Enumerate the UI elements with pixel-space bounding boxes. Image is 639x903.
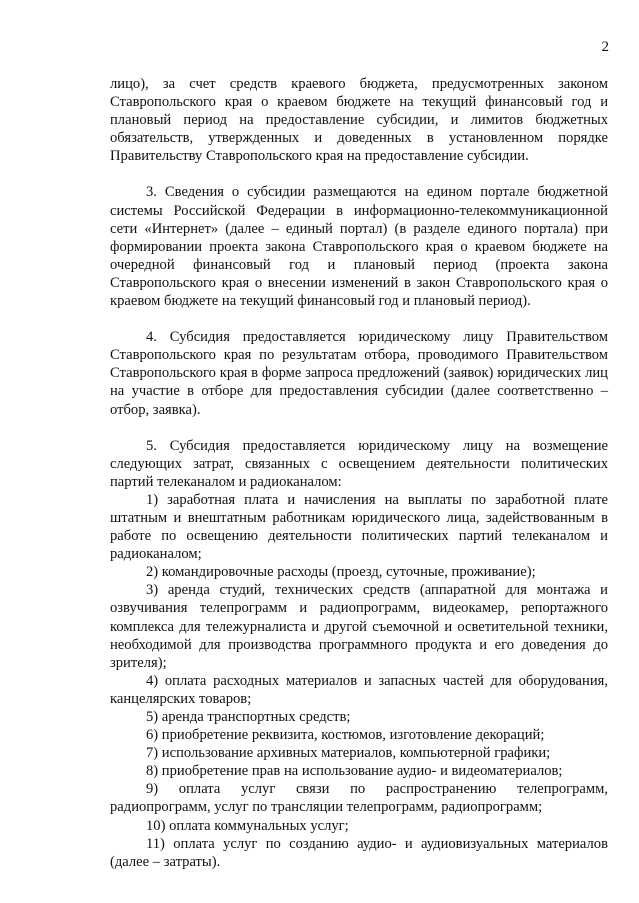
paragraph-3: 3. Сведения о субсидии размещаются на едином портале бюджетной системы Российской Федерации в информационно-телекоммуникационной сети «Интернет» (далее – единый портал) (в разделе единого портала) при формировании проекта закона Ставропольского края о краевом бюджете на очередной финансовый год и плановый период (проекта закона Ставропольского края о внесении изменений в закон Ставропольского края о краевом бюджете на текущий финансовый год и плановый период). (110, 184, 608, 310)
list-item-11: 11) оплата услуг по созданию аудио- и аудиовизуальных материалов (далее – затраты). (110, 835, 608, 870)
list-item-9: 9) оплата услуг связи по распространению телепрограмм, радиопрограмм, услуг по трансляции телепрограмм, радиопрограмм; (110, 781, 608, 816)
paragraph-gap (110, 310, 608, 328)
paragraph-5: 5. Субсидия предоставляется юридическому лицу на возмещение следующих затрат, связанных с освещением деятельности политических партий телеканалом и радиоканалом: (110, 437, 608, 490)
list-item-3: 3) аренда студий, технических средств (аппаратной для монтажа и озвучивания телепрограмм и радиопрограмм, видеокамер, репортажного комплекса для тележурналиста и другой съемочной и осветительной техники, необходимой для производства программного продукта и его доведения до зрителя); (110, 582, 608, 671)
paragraph-continuation: лицо), за счет средств краевого бюджета, предусмотренных законом Ставропольского края о краевом бюджете на текущий финансовый год и плановый период на предоставление субсидии, и лимитов бюджетных обязательств, утвержденных и доведенных в установленном порядке Правительству Ставропольского края на предоставление субсидии. (110, 76, 608, 165)
document-body (110, 75, 608, 871)
list-item-2: 2) командировочные расходы (проезд, суточные, проживание); (146, 564, 536, 581)
page-number: 2 (601, 39, 609, 55)
paragraph-gap (110, 165, 608, 183)
list-item-5: 5) аренда транспортных средств; (146, 709, 351, 725)
paragraph-4: 4. Субсидия предоставляется юридическому лицу Правительством Ставропольского края по результатам отбора, проводимого Правительством Ставропольского края в форме запроса предложений (заявок) юридических лиц на участие в отборе для предоставления субсидии (далее соответственно – отбор, заявка). (110, 329, 608, 418)
list-item-7: 7) использование архивных материалов, компьютерной графики; (146, 745, 551, 762)
paragraph-gap (110, 419, 608, 437)
list-item-8: 8) приобретение прав на использование аудио- и видеоматериалов; (146, 763, 563, 780)
list-item-4: 4) оплата расходных материалов и запасных частей для оборудования, канцелярских товаров; (110, 672, 608, 707)
list-item-10: 10) оплата коммунальных услуг; (146, 817, 349, 834)
list-item-6: 6) приобретение реквизита, костюмов, изготовление декораций; (146, 727, 545, 744)
list-item-1: 1) заработная плата и начисления на выплаты по заработной плате штатным и внештатным работникам юридического лица, задействованным в работе по освещению деятельности политических партий телеканалом и радиоканалом; (110, 491, 608, 563)
